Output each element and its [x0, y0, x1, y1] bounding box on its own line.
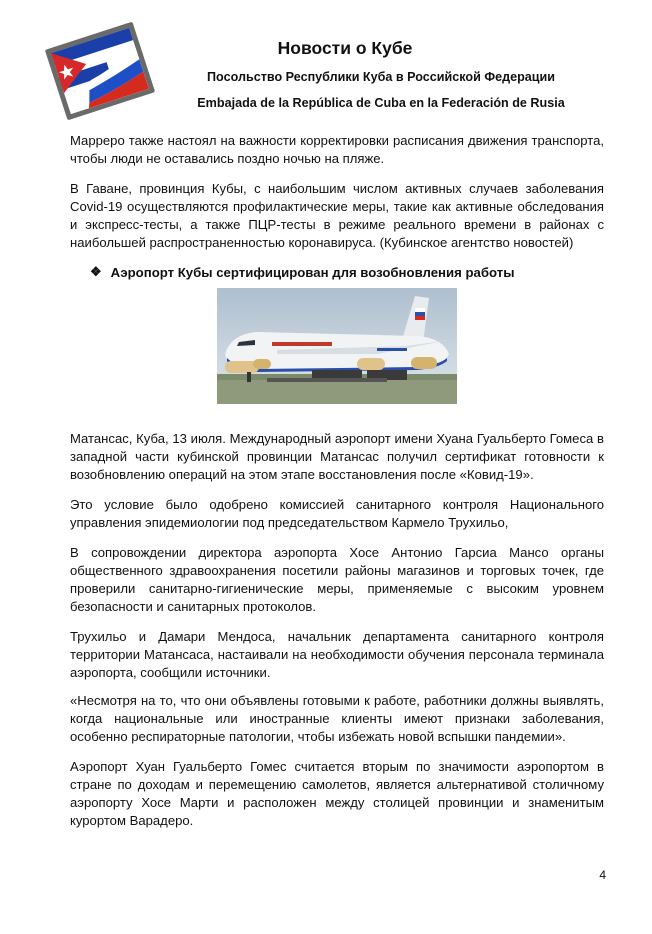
paragraph-airport-6: Аэропорт Хуан Гуальберто Гомес считается вторым по значимости аэропортом в стране по доходам и перемещению самолетов, является альтернативой столичному аэропорту Хосе Марти и расположен между столицей провинции и знаменитым курортом Варадеро. [70, 759, 604, 828]
paragraph-havana: В Гаване, провинция Кубы, с наибольшим числом активных случаев заболевания Covid-19 осуществляются профилактические меры, такие как активные обследования и экспресс-тесты, а также ПЦР-тесты в режиме реального времени в районах с наибольшей распространенностью коронавируса. (Кубинское агентство новостей) [70, 181, 604, 250]
airplane-photo [217, 288, 457, 404]
subtitle-spanish: Embajada de la República de Cuba en la Federación de Rusia [197, 96, 565, 110]
diamond-bullet-icon: ❖ [90, 264, 102, 279]
paragraph-airport-3: В сопровождении директора аэропорта Хосе Антонио Гарсиа Мансо органы общественного здравоохранения посетили районы магазинов и торговых точек, где проверили санитарно-гигиенические меры, применяемые с высоким уровнем безопасности и санитарных протоколов. [70, 545, 604, 614]
page-title: Новости о Кубе [277, 38, 413, 58]
paragraph-airport-2: Это условие было одобрено комиссией санитарного контроля Национального управления эпидемиологии под председательством Кармело Трухильо, [70, 497, 604, 530]
section-heading-text: Аэропорт Кубы сертифицирован для возобновления работы [110, 264, 515, 280]
paragraph-airport-4: Трухильо и Дамари Мендоса, начальник департамента санитарного контроля территории Матансаса, настаивали на необходимости обучения персонала терминала аэропорта, сообщили источники. [70, 629, 604, 680]
page-number: 4 [599, 868, 606, 882]
subtitle-russian: Посольство Республики Куба в Российской Федерации [207, 70, 555, 84]
section-heading [90, 264, 604, 280]
paragraph-quote: «Несмотря на то, что они объявлены готовыми к работе, работники должны выявлять, когда национальные или иностранные клиенты имеют признаки заболевания, особенно респираторные патологии, чтобы избежать новой вспышки пандемии». [70, 693, 604, 744]
cuba-russia-flags-logo [44, 20, 156, 122]
paragraph-airport-1: Матансас, Куба, 13 июля. Международный аэропорт имени Хуана Гуальберто Гомеса в западной части кубинской провинции Матансас получил сертификат готовности к возобновлению операций на этом этапе восстановления после «Ковид-19». [70, 431, 604, 482]
article-body [70, 132, 604, 842]
paragraph-marrero: Марреро также настоял на важности корректировки расписания движения транспорта, чтобы люди не оставались поздно ночью на пляже. [70, 133, 604, 166]
